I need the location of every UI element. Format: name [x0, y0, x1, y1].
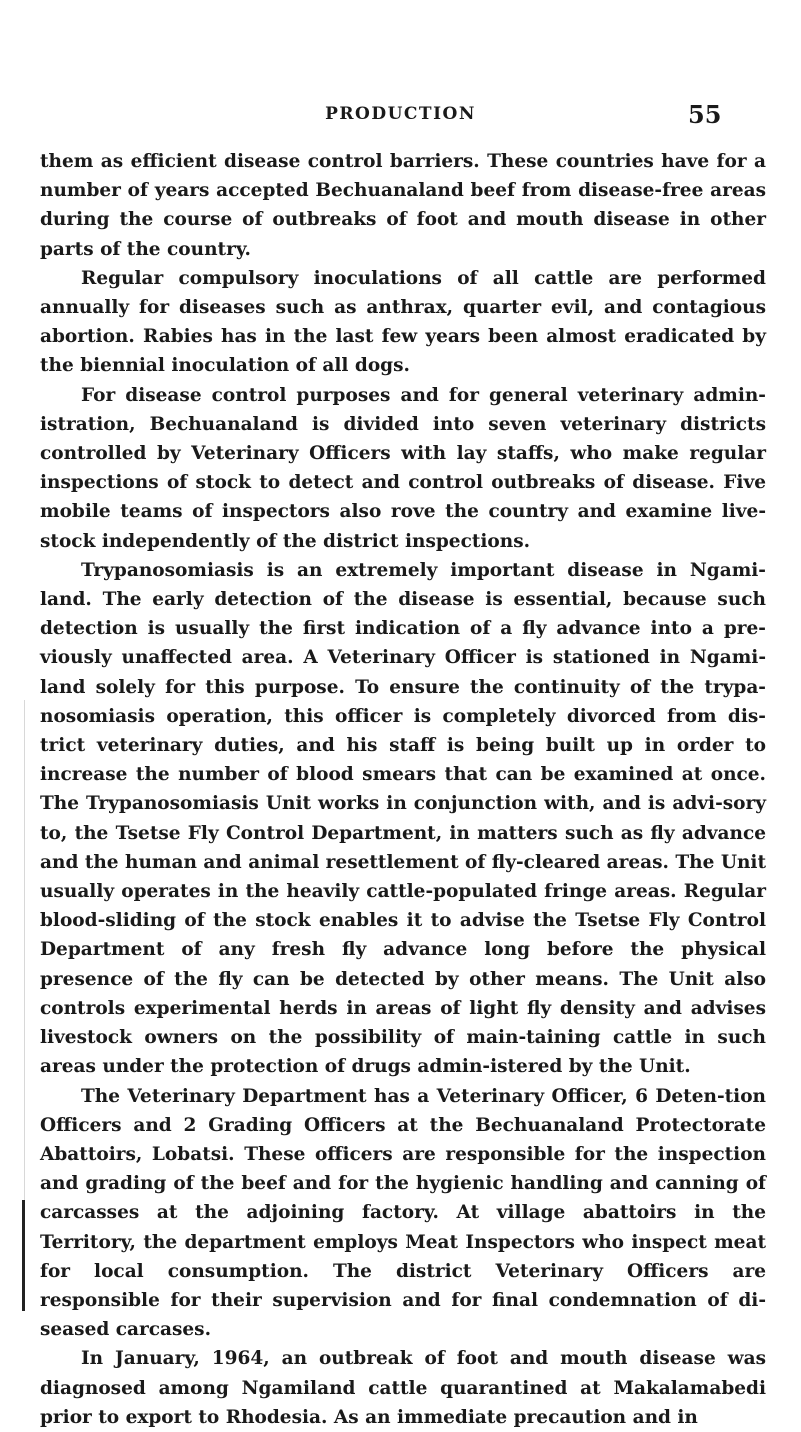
paragraph-inoculations: Regular compulsory inoculations of all cattle are performed annually for diseases such as anthrax, quarter evil, and contagious abortion. Rabies has in the last few years been almost eradicated by the biennial inoculation of all dogs.: [40, 267, 766, 377]
paragraph-trypanosomiasis: Trypanosomiasis is an extremely important disease in Ngami-land. The early detection of the disease is essential, because such detection is usually the first indication of a fly advance into a pre-viously unaffected area. A Veterinary Officer is stationed in Ngami-land solely for this purpose. To ensure the continuity of the trypa-nosomiasis operation, this officer is completely divorced from dis-trict veterinary duties, and his staff is being built up in order to increase the number of blood smears that can be examined at once. The Trypanosomiasis Unit works in conjunction with, and is advi-sory to, the Tsetse Fly Control Department, in matters such as fly advance and the human and animal resettlement of fly-cleared areas. The Unit usually operates in the heavily cattle-populated fringe areas. Regular blood-sliding of the stock enables it to advise the Tsetse Fly Control Department of any fresh fly advance long before the physical presence of the fly can be detected by other means. The Unit also controls experimental herds in areas of light fly density and advises livestock owners on the possibility of main-taining cattle in such areas under the protection of drugs admin-istered by the Unit.: [40, 559, 766, 1078]
scan-edge-shadow: [24, 700, 25, 1200]
body-text: [40, 147, 766, 1432]
paragraph-outbreak: In January, 1964, an outbreak of foot and mouth disease was diagnosed among Ngamiland cattle quarantined at Makalamabedi prior to export to Rhodesia. As an immediate precaution and in: [40, 1348, 766, 1428]
scan-edge-mark: [22, 1200, 25, 1311]
paragraph-districts: For disease control purposes and for general veterinary admin-istration, Bechuanaland is divided into seven veterinary districts controlled by Veterinary Officers with lay staffs, who make regular inspections of stock to detect and control outbreaks of disease. Five mobile teams of inspectors also rove the country and examine live-stock independently of the district inspections.: [40, 384, 766, 552]
paragraph-abattoirs: The Veterinary Department has a Veterinary Officer, 6 Deten-tion Officers and 2 Grading Officers at the Bechuanaland Protectorate Abattoirs, Lobatsi. These officers are responsible for the inspection and grading of the beef and for the hygienic handling and canning of carcasses at the adjoining factory. At village abattoirs in the Territory, the department employs Meat Inspectors who inspect meat for local consumption. The district Veterinary Officers are responsible for their supervision and for final condemnation of di-seased carcases.: [40, 1085, 766, 1341]
running-head: PRODUCTION: [325, 104, 476, 124]
paragraph-continuation: them as efficient disease control barriers. These countries have for a number of years accepted Bechuanaland beef from disease-free areas during the course of outbreaks of foot and mouth disease in other parts of the country.: [40, 151, 766, 260]
page-number: 55: [688, 100, 722, 129]
page-header: [0, 100, 801, 132]
